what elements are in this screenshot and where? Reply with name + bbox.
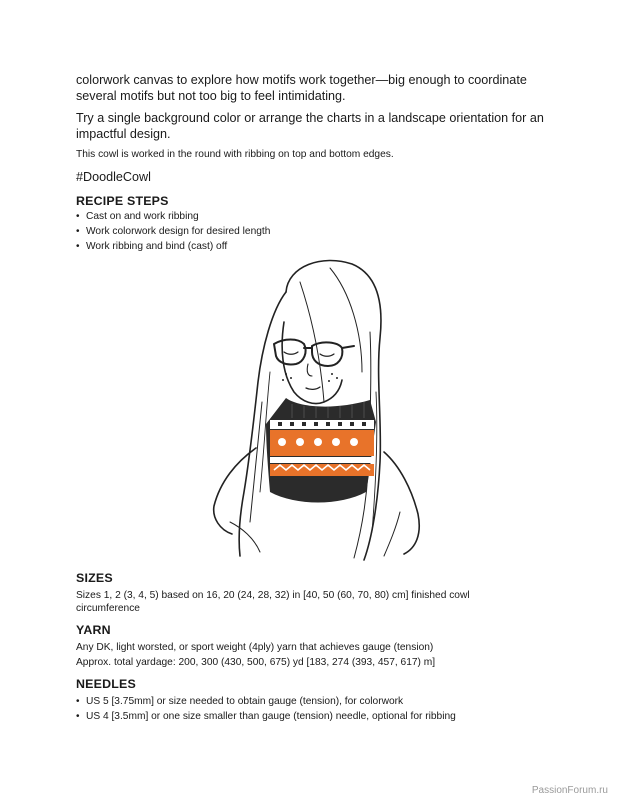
yarn-line-2: Approx. total yardage: 200, 300 (430, 500, 675) yd [183, 274 (393, 457, 617) m] <box>76 657 436 668</box>
yarn-heading: YARN <box>76 623 111 637</box>
needles-heading: NEEDLES <box>76 677 136 691</box>
intro-paragraph-3: This cowl is worked in the round with ribbing on top and bottom edges. <box>76 149 394 160</box>
recipe-steps-list <box>76 209 270 254</box>
list-item: • US 4 [3.5mm] or one size smaller than gauge (tension) needle, optional for ribbing <box>76 709 456 724</box>
sizes-text: Sizes 1, 2 (3, 4, 5) based on 16, 20 (24, 28, 32) in [40, 50 (60, 70, 80) cm] finished cowl circumference <box>76 590 470 614</box>
list-item: • Work colorwork design for desired length <box>76 224 270 239</box>
recipe-heading: RECIPE STEPS <box>76 194 169 208</box>
list-item: • US 5 [3.75mm] or size needed to obtain gauge (tension), for colorwork <box>76 694 456 709</box>
list-item: • Work ribbing and bind (cast) off <box>76 239 270 254</box>
list-item: • Cast on and work ribbing <box>76 209 270 224</box>
watermark: PassionForum.ru <box>531 785 608 796</box>
hashtag: #DoodleCowl <box>76 170 151 184</box>
needles-list <box>76 694 456 724</box>
yarn-line-1: Any DK, light worsted, or sport weight (4ply) yarn that achieves gauge (tension) <box>76 642 434 653</box>
intro-paragraph-2: Try a single background color or arrange the charts in a landscape orientation for an impactful design. <box>76 111 544 141</box>
sizes-heading: SIZES <box>76 571 113 585</box>
woman-wearing-cowl-illustration <box>200 252 440 564</box>
intro-paragraph-1: colorwork canvas to explore how motifs work together—big enough to coordinate several motifs but not too big to feel intimidating. <box>76 73 527 103</box>
